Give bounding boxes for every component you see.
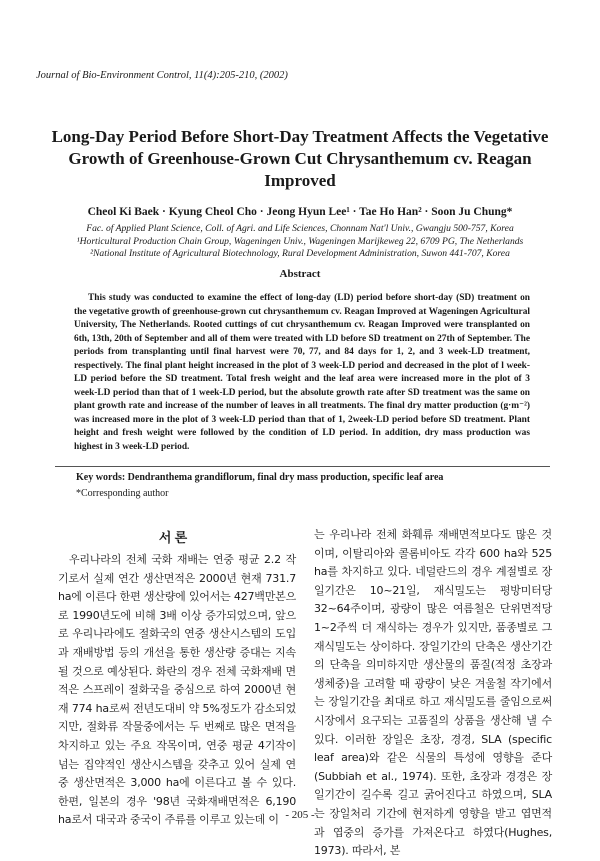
paper-title: Long-Day Period Before Short-Day Treatment Affects the Vegetative Growth of Greenhouse-Grown Cut Chrysanthemum cv. Reagan Improved [51, 127, 549, 190]
affiliation-1: ¹Horticultural Production Chain Group, Wageningen Univ., Wageningen Marijkeweg 22, 6709 PG, The Netherlands [76, 235, 524, 247]
abstract-text: This study was conducted to examine the effect of long-day (LD) period before short-day (SD) treatment on the vegetative growth of greenhouse-grown cut chrysanthemum cv. Reagan Improved at Wageningen Agricultural University, The Netherlands. Rooted cuttings of cut chrysanthemum cv. Reagan Improved were transplanted on 6th, 13th, 20th of September and all of them were treated with LD before SD treatment on 27th of September. The periods from transplanting until final harvest were 70, 77, and 84 days for 1, 2, and 3 week-LD treatment, respectively. The final plant height increased in the plot of 3 week-LD period and decreased in the plot of l week-LD period before the SD treatment. Total fresh weight and the leaf area were increased more in the plot of 3 week-LD period than that of 1 week-LD period, but the absolute growth rate after SD treatment was the same on plant growth rate and increase of the number of leaves in all treatments. The final dry matter production (g·m⁻²) was increased more in the plot of 3 week-LD period than that of 1, 2week-LD period before SD treatment. Plant height and fresh weight were followed by the condition of LD period. In addition, dry mass production was highest in 3 week-LD period. [74, 293, 530, 452]
author-list: Cheol Ki Baek · Kyung Cheol Cho · Jeong Hyun Lee¹ · Tae Ho Han² · Soon Ju Chung* [87, 206, 513, 218]
divider [55, 466, 550, 467]
affiliation-0: Fac. of Applied Plant Science, Coll. of Agri. and Life Sciences, Chonnam Nat'l Univ., Gwangju 500-757, Korea [86, 223, 514, 234]
abstract-heading: Abstract [279, 268, 321, 280]
keywords: Key words: Dendranthema grandiflorum, final dry mass production, specific leaf area [76, 472, 444, 483]
affiliations [30, 223, 570, 261]
intro-left-column: 우리나라의 전체 국화 재배는 연중 평균 2.2 작기로서 실제 연간 생산면적은 2000년 현재 731.7 ha에 이른다 한편 생산량에 있어서는 427백만본으로 1990년도에 비해 3배 이상 증가되었으며, 앞으로 우리나라에도 절화국의 연중 생산시스템의 도입과 재배방법 등의 개선을 통한 생산량 증대는 지속될 것으로 예상된다. 화란의 경우 전체 국화재배 면적은 스프레이 절화국을 중심으로 하여 2000년 현재 774 ha로써 전년도대비 약 5%정도가 감소되었지만, 절화류 작물중에서는 두 번째로 많은 면적을 차지하고 있는 주요 작목이며, 연중 평균 4기작이 넘는 집약적인 생산시스템을 갖추고 있어 실제 연중 생산면적은 3,000 ha에 이른다고 볼 수 있다. 한편, 일본의 경우 '98년 국화재배면적은 6,190 ha로서 대국과 중국이 주류를 이루고 있는데 이 [58, 553, 296, 827]
section-title: 서 론 [158, 530, 188, 545]
page-number: - 205 - [285, 809, 315, 821]
journal-citation: Journal of Bio-Environment Control, 11(4):205-210, (2002) [36, 70, 288, 81]
intro-right-column: 는 우리나라 전체 화훼류 재배면적보다도 많은 것이며, 이탈리아와 콜롬비아도 각각 600 ha와 525 ha를 차지하고 있다. 네덜란드의 경우 계절별로 장일기간은 10~21일, 재식밀도는 평방미터당 32~64주이며, 광량이 많은 여름철은 단위면적당 1~2주씩 더 재식하는 경우가 있지만, 품종별로 그 재식밀도는 상이하다. 장일기간의 단축은 생산기간의 단축을 의미하지만 생산물의 품질(적정 초장과 생체중)을 고려할 때 광량이 낮은 겨울철 작기에서는 장일기간을 최대로 하고 재식밀도를 줄임으로써 시장에서 요구되는 고품질의 상품을 생산해 낼 수 있다. 이러한 장일은 초장, 경경, SLA (specific leaf area)와 같은 식물의 특성에 영향을 준다(Subbiah et al., 1974). 또한, 초장과 경경은 장일기간이 길수록 길고 굵어진다고 하였으며, SLA는 장일처리 기간에 현저하게 영향을 받고 엽면적과 엽중의 증가를 가져온다고 하였다(Hughes, 1973). 따라서, 본 [314, 528, 552, 858]
corresponding-author-note: *Corresponding author [76, 488, 169, 499]
affiliation-2: ²National Institute of Agricultural Biotechnology, Rural Development Administration, Suwon 441-707, Korea [90, 248, 510, 259]
